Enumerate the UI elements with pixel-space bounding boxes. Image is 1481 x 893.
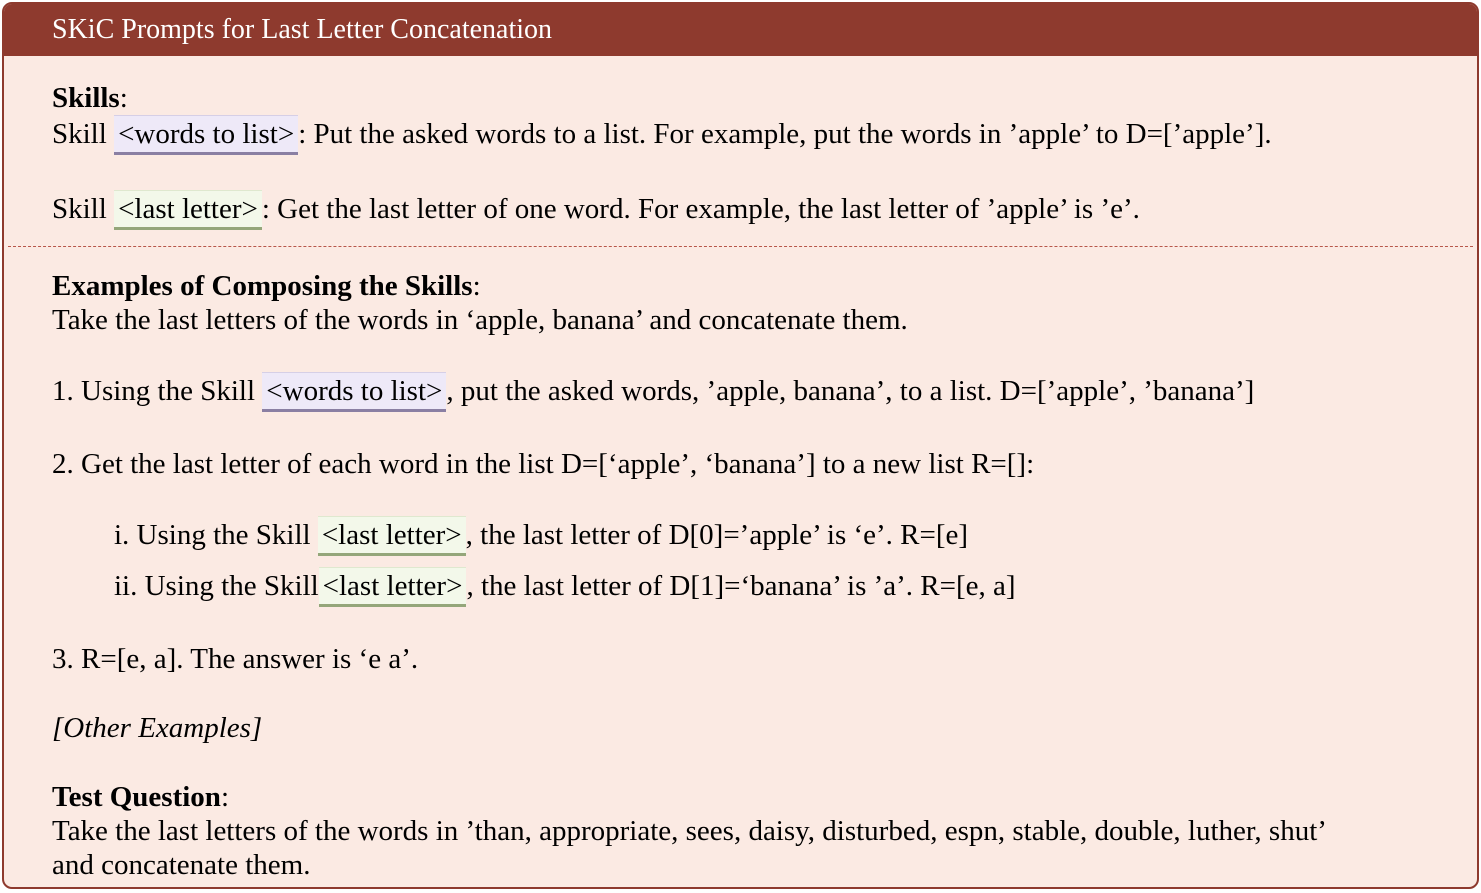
example-step-1 (52, 372, 1477, 412)
skills-heading (52, 81, 1477, 115)
step-tag-words-to-list: <words to list> (262, 372, 446, 412)
skill-words-to-list (52, 115, 1477, 155)
step-prefix: 1. Using the Skill (52, 375, 263, 407)
examples-heading-colon: : (472, 270, 481, 302)
example-step-2: 2. Get the last letter of each word in the list D=[‘apple’, ‘banana’] to a new list R=[]: (52, 448, 1035, 480)
example-substep-i (52, 516, 1477, 556)
step-text: , put the asked words, ’apple, banana’, to a list. D=[’apple’, ’banana’] (446, 375, 1255, 407)
substep-tag-last-letter: <last letter> (319, 567, 467, 607)
prompt-box (2, 2, 1479, 889)
substep-text: , the last letter of D[0]=’apple’ is ‘e’. R=[e] (465, 519, 969, 551)
skills-heading-colon: : (119, 82, 128, 114)
skill-description: : Put the asked words to a list. For example, put the words in ’apple’ to D=[’apple’]. (298, 118, 1272, 150)
substep-prefix: ii. Using the Skill (114, 570, 319, 602)
skills-heading-text: Skills (52, 82, 120, 114)
test-question-line-1: Take the last letters of the words in ’than, appropriate, sees, daisy, disturbed, espn, stable, double, luther, shut’ (52, 815, 1327, 847)
examples-section (4, 247, 1477, 882)
other-examples-placeholder: [Other Examples] (52, 712, 263, 744)
examples-heading-text: Examples of Composing the Skills (52, 270, 473, 302)
skills-section (4, 56, 1477, 246)
box-title: SKiC Prompts for Last Letter Concatenation (4, 4, 1477, 56)
test-heading-text: Test Question (52, 781, 221, 813)
skill-tag-words-to-list: <words to list> (114, 115, 298, 155)
substep-prefix: i. Using the Skill (114, 519, 318, 551)
skill-prefix: Skill (52, 118, 115, 150)
example-question: Take the last letters of the words in ‘apple, banana’ and concatenate them. (52, 304, 908, 336)
examples-heading (52, 269, 1477, 303)
skill-prefix: Skill (52, 193, 115, 225)
test-heading (52, 780, 1477, 814)
skill-last-letter (52, 190, 1477, 230)
skill-tag-last-letter: <last letter> (114, 190, 262, 230)
test-question-line-2: and concatenate them. (52, 849, 311, 881)
substep-tag-last-letter: <last letter> (318, 516, 466, 556)
substep-text: , the last letter of D[1]=‘banana’ is ’a’. R=[e, a] (466, 570, 1016, 602)
skill-description: : Get the last letter of one word. For example, the last letter of ’apple’ is ’e’. (261, 193, 1140, 225)
example-step-3: 3. R=[e, a]. The answer is ‘e a’. (52, 643, 419, 675)
test-heading-colon: : (220, 781, 229, 813)
example-substep-ii (52, 567, 1477, 607)
